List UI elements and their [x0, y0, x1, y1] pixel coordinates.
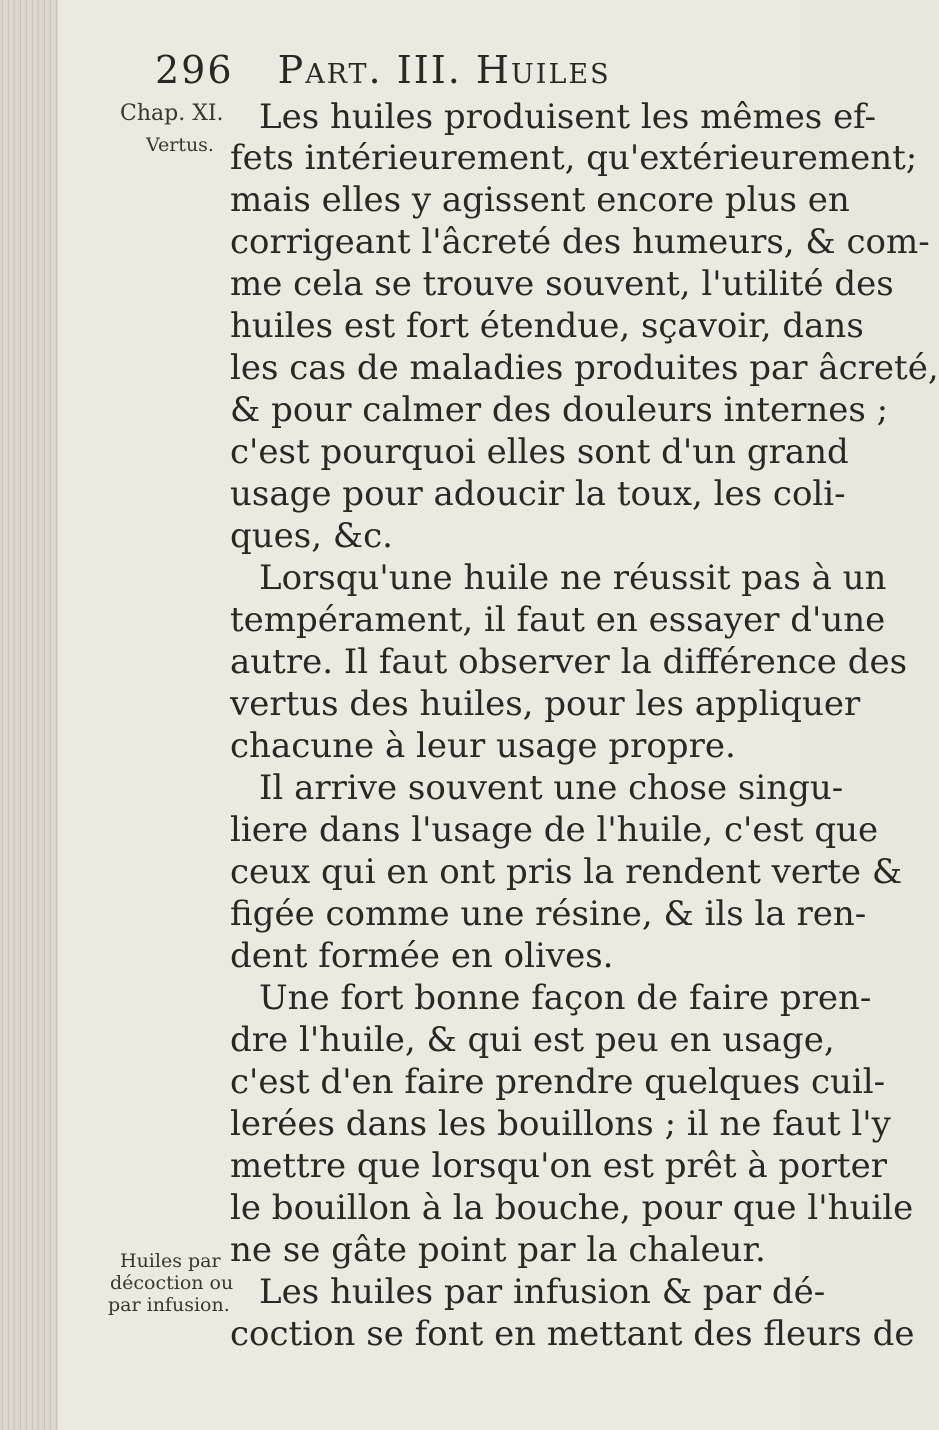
text-line: autre. Il faut observer la différence des [230, 642, 908, 682]
text-line: c'est pourquoi elles sont d'un grand [230, 432, 849, 472]
text-line: corrigeant l'âcreté des humeurs, & com- [230, 222, 930, 262]
text-line: les cas de maladies produites par âcreté, [230, 348, 939, 388]
text-line: c'est d'en faire prendre quelques cuil- [230, 1062, 886, 1102]
text-line: Une fort bonne façon de faire pren- [259, 978, 872, 1018]
text-line: le bouillon à la bouche, pour que l'huile [230, 1188, 914, 1228]
text-line: vertus des huiles, pour les appliquer [230, 684, 861, 724]
margin-vertus: Vertus. [146, 134, 214, 156]
text-line: dent formée en olives. [230, 936, 614, 976]
text-line: Les huiles produisent les mêmes ef- [259, 97, 877, 137]
text-line: & pour calmer des douleurs internes ; [230, 390, 889, 430]
text-line: mettre que lorsqu'on est prêt à porter [230, 1146, 887, 1186]
margin-huiles-par-1: Huiles par [120, 1250, 221, 1272]
text-line: tempérament, il faut en essayer d'une [230, 600, 886, 640]
text-line: Il arrive souvent une chose singu- [259, 768, 844, 808]
text-line: Lorsqu'une huile ne réussit pas à un [259, 558, 887, 598]
text-line: ques, &c. [230, 516, 393, 556]
margin-huiles-par-3: par infusion. [108, 1294, 230, 1316]
text-line: me cela se trouve souvent, l'utilité des [230, 264, 894, 304]
text-line: huiles est fort étendue, sçavoir, dans [230, 306, 864, 346]
text-line: fets intérieurement, qu'extérieurement; [230, 138, 918, 178]
text-line: Les huiles par infusion & par dé- [259, 1272, 826, 1312]
running-title: Part. III. Huiles [277, 48, 611, 92]
binding-edge [0, 0, 58, 1430]
text-line: usage pour adoucir la toux, les coli- [230, 474, 846, 514]
text-line: ceux qui en ont pris la rendent verte & [230, 852, 903, 892]
page-number: 296 [155, 48, 234, 92]
margin-huiles-par-2: décoction ou [110, 1272, 234, 1294]
text-line: lerées dans les bouillons ; il ne faut l'y [230, 1104, 891, 1144]
text-line: mais elles y agissent encore plus en [230, 180, 850, 220]
text-line: liere dans l'usage de l'huile, c'est que [230, 810, 879, 850]
text-line: chacune à leur usage propre. [230, 726, 736, 766]
text-line: figée comme une résine, & ils la ren- [230, 894, 867, 934]
page-header [155, 48, 611, 92]
text-line: dre l'huile, & qui est peu en usage, [230, 1020, 835, 1060]
margin-chapter: Chap. XI. [120, 101, 224, 126]
text-line: coction se font en mettant des fleurs de [230, 1314, 915, 1354]
text-line: ne se gâte point par la chaleur. [230, 1230, 766, 1270]
